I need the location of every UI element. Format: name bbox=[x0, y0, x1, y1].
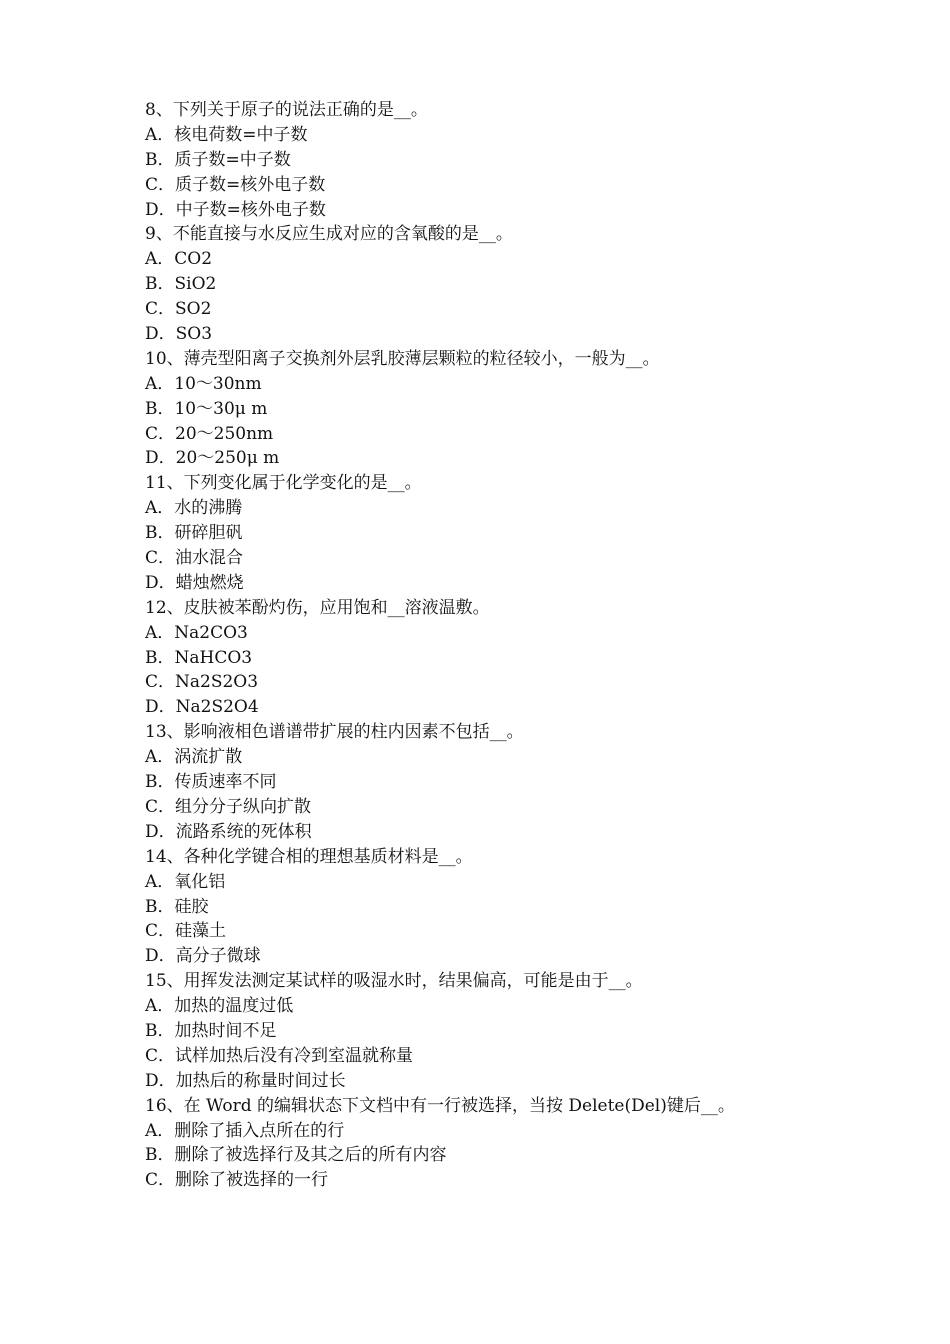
question-8-stem: 8、下列关于原子的说法正确的是__。 bbox=[145, 100, 428, 120]
question-9-option-c: C．SO2 bbox=[145, 299, 212, 320]
question-13-option-b: B．传质速率不同 bbox=[145, 772, 277, 793]
question-11-option-a: A．水的沸腾 bbox=[145, 498, 243, 519]
question-8-option-c: C．质子数=核外电子数 bbox=[145, 174, 326, 195]
question-14-option-a: A．氧化铝 bbox=[145, 871, 226, 892]
question-9-stem: 9、不能直接与水反应生成对应的含氧酸的是__。 bbox=[145, 224, 513, 245]
question-8-option-d: D．中子数=核外电子数 bbox=[145, 199, 326, 220]
question-15-option-c: C．试样加热后没有冷到室温就称量 bbox=[145, 1045, 414, 1066]
question-8-option-a: A．核电荷数=中子数 bbox=[145, 124, 308, 145]
question-12-option-c: C．Na2S2O3 bbox=[145, 672, 259, 693]
question-16-option-a: A．删除了插入点所在的行 bbox=[145, 1120, 345, 1141]
question-13-option-a: A．涡流扩散 bbox=[145, 747, 243, 768]
question-11-option-d: D．蜡烛燃烧 bbox=[145, 572, 244, 593]
question-10-option-d: D．20～250μ m bbox=[145, 448, 280, 469]
question-11-stem: 11、下列变化属于化学变化的是__。 bbox=[145, 473, 422, 494]
question-13-stem: 13、影响液相色谱谱带扩展的柱内因素不包括__。 bbox=[145, 722, 524, 743]
question-8-option-b: B．质子数=中子数 bbox=[145, 149, 291, 170]
question-9-option-d: D．SO3 bbox=[145, 324, 213, 345]
question-10-option-c: C．20～250nm bbox=[145, 423, 274, 444]
question-12-stem: 12、皮肤被苯酚灼伤，应用饱和__溶液温敷。 bbox=[145, 597, 490, 618]
question-10-option-a: A．10～30nm bbox=[145, 373, 262, 394]
question-11-option-b: B．研碎胆矾 bbox=[145, 523, 243, 544]
question-16-option-c: C．删除了被选择的一行 bbox=[145, 1170, 329, 1191]
question-10-option-b: B．10～30μ m bbox=[145, 398, 268, 419]
question-9-option-a: A．CO2 bbox=[145, 249, 213, 270]
question-15-option-b: B．加热时间不足 bbox=[145, 1020, 277, 1041]
question-12-option-a: A．Na2CO3 bbox=[145, 622, 248, 643]
question-list bbox=[145, 98, 845, 1193]
question-14-option-d: D．高分子微球 bbox=[145, 946, 261, 967]
question-14-option-c: C．硅藻土 bbox=[145, 921, 227, 942]
question-11-option-c: C．油水混合 bbox=[145, 548, 244, 569]
question-15-option-d: D．加热后的称量时间过长 bbox=[145, 1070, 346, 1091]
question-12-option-d: D．Na2S2O4 bbox=[145, 697, 259, 718]
question-16-stem: 16、在 Word 的编辑状态下文档中有一行被选择，当按 Delete(Del)键后__。 bbox=[145, 1095, 735, 1116]
question-16-option-b: B．删除了被选择行及其之后的所有内容 bbox=[145, 1145, 447, 1166]
question-13-option-c: C．组分分子纵向扩散 bbox=[145, 796, 312, 817]
question-14-option-b: B．硅胶 bbox=[145, 896, 209, 917]
question-12-option-b: B．NaHCO3 bbox=[145, 647, 253, 668]
question-9-option-b: B．SiO2 bbox=[145, 274, 217, 295]
question-15-option-a: A．加热的温度过低 bbox=[145, 996, 294, 1017]
question-13-option-d: D．流路系统的死体积 bbox=[145, 821, 312, 842]
question-14-stem: 14、各种化学键合相的理想基质材料是__。 bbox=[145, 846, 473, 867]
question-15-stem: 15、用挥发法测定某试样的吸湿水时，结果偏高，可能是由于__。 bbox=[145, 971, 643, 992]
question-10-stem: 10、薄壳型阳离子交换剂外层乳胶薄层颗粒的粒径较小，一般为__。 bbox=[145, 348, 660, 369]
